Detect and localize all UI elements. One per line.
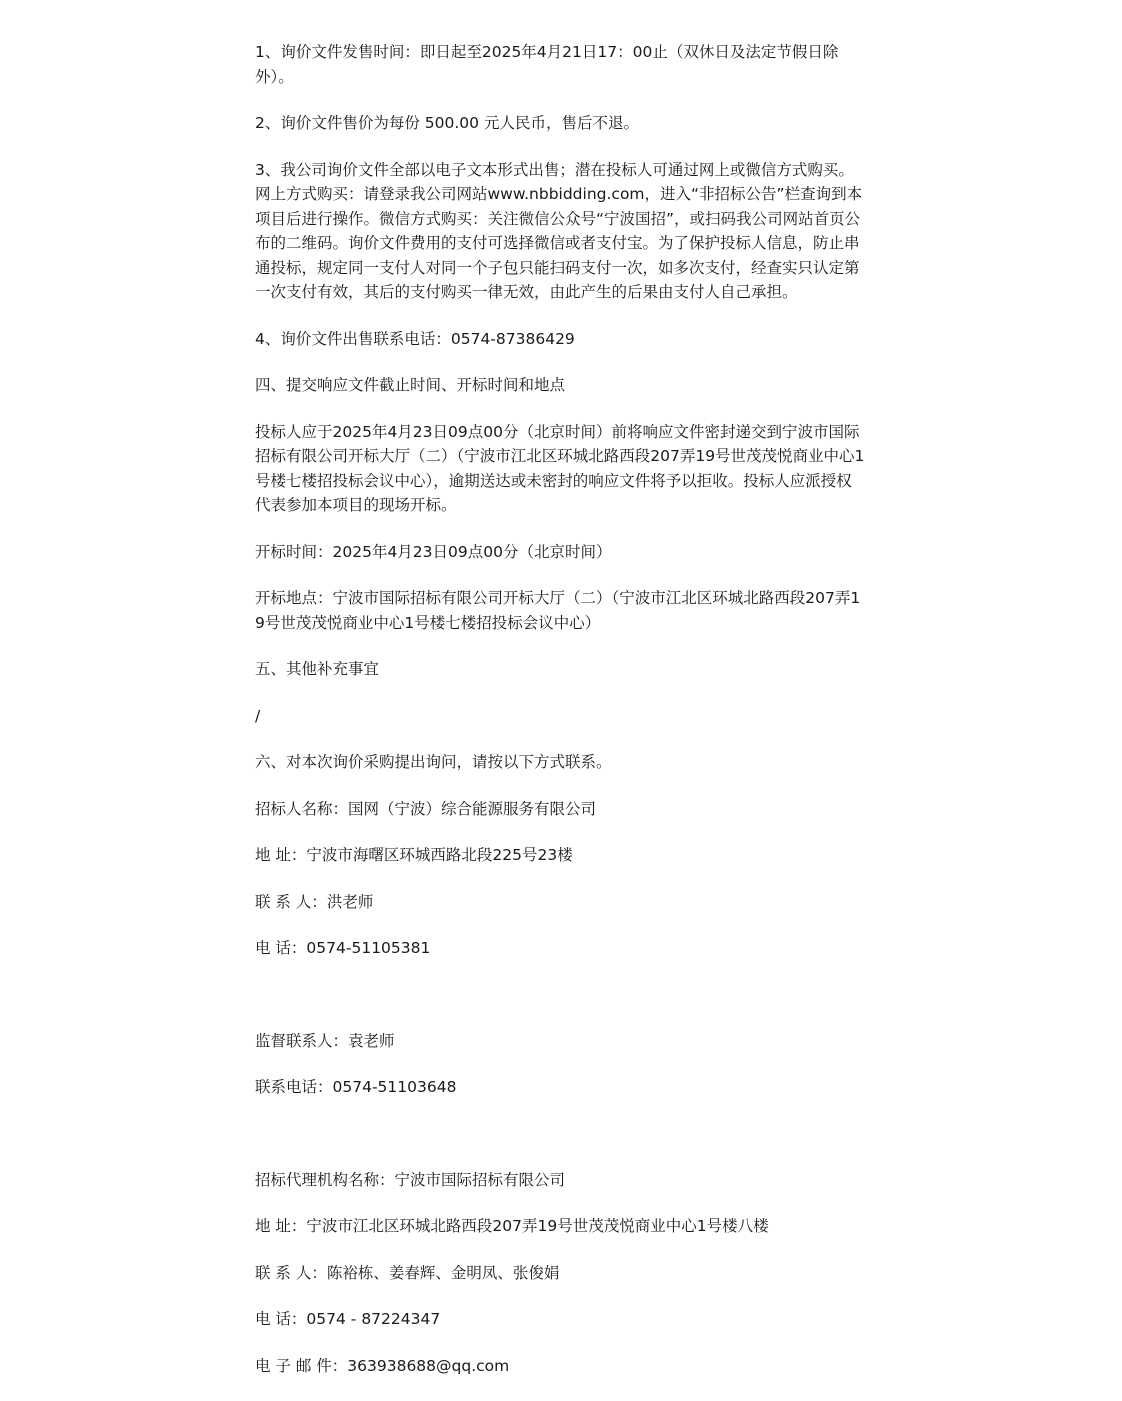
price-paragraph: 2、询价文件售价为每份 500.00 元人民币，售后不退。 xyxy=(255,114,639,132)
spacer xyxy=(255,983,867,1007)
sale-phone-paragraph: 4、询价文件出售联系电话：0574-87386429 xyxy=(255,329,575,348)
tenderer-contact: 联 系 人：洪老师 xyxy=(255,892,374,911)
opening-time-paragraph: 开标时间：2025年4月23日09点00分（北京时间） xyxy=(255,542,612,561)
section4-heading: 四、提交响应文件截止时间、开标时间和地点 xyxy=(255,376,566,394)
section5-body: / xyxy=(255,706,261,725)
section6-heading: 六、对本次询价采购提出询问，请按以下方式联系。 xyxy=(255,753,612,771)
supervisor-phone: 联系电话：0574-51103648 xyxy=(255,1078,457,1096)
submission-paragraph: 投标人应于2025年4月23日09点00分（北京时间）前将响应文件密封递交到宁波市国际招标有限公司开标大厅（二）（宁波市江北区环城北路西段207弄19号世茂茂悦商业中心1号楼七楼招投标会议中心），逾期送达或未密封的响应文件将予以拒收。投标人应派授权代表参加本项目的现场开标。 xyxy=(255,422,865,514)
tenderer-phone: 电 话：0574-51105381 xyxy=(255,939,431,957)
agency-phone: 电 话：0574 - 87224347 xyxy=(255,1310,441,1328)
tenderer-name: 招标人名称：国网（宁波）综合能源服务有限公司 xyxy=(255,799,597,818)
agency-contact: 联 系 人：陈裕栋、姜春辉、金明凤、张俊娟 xyxy=(255,1263,560,1282)
spacer xyxy=(255,1122,867,1146)
opening-place-paragraph: 开标地点：宁波市国际招标有限公司开标大厅（二）（宁波市江北区环城北路西段207弄19号世茂茂悦商业中心1号楼七楼招投标会议中心） xyxy=(255,589,861,632)
purchase-method-paragraph: 3、我公司询价文件全部以电子文本形式出售；潜在投标人可通过网上或微信方式购买。网上方式购买：请登录我公司网站www.nbbidding.com，进入“非招标公告”栏查询到本项目后进行操作。微信方式购买：关注微信公众号“宁波国招”，或扫码我公司网站首页公布的二维码。询价文件费用的支付可选择微信或者支付宝。为了保护投标人信息，防止串通投标，规定同一支付人对同一个子包只能扫码支付一次，如多次支付，经查实只认定第一次支付有效，其后的支付购买一律无效，由此产生的后果由支付人自己承担。 xyxy=(255,160,863,301)
agency-email: 电 子 邮 件：363938688@qq.com xyxy=(255,1356,510,1375)
agency-name: 招标代理机构名称：宁波市国际招标有限公司 xyxy=(255,1170,566,1189)
agency-address: 地 址：宁波市江北区环城北路西段207弄19号世茂茂悦商业中心1号楼八楼 xyxy=(255,1217,769,1235)
document-body xyxy=(255,40,867,1400)
supervisor-contact: 监督联系人：袁老师 xyxy=(255,1031,395,1050)
sale-time-paragraph: 1、询价文件发售时间：即日起至2025年4月21日17：00止（双休日及法定节假日除外）。 xyxy=(255,43,839,86)
section5-heading: 五、其他补充事宜 xyxy=(255,660,380,678)
tenderer-address: 地 址：宁波市海曙区环城西路北段225号23楼 xyxy=(255,846,573,864)
